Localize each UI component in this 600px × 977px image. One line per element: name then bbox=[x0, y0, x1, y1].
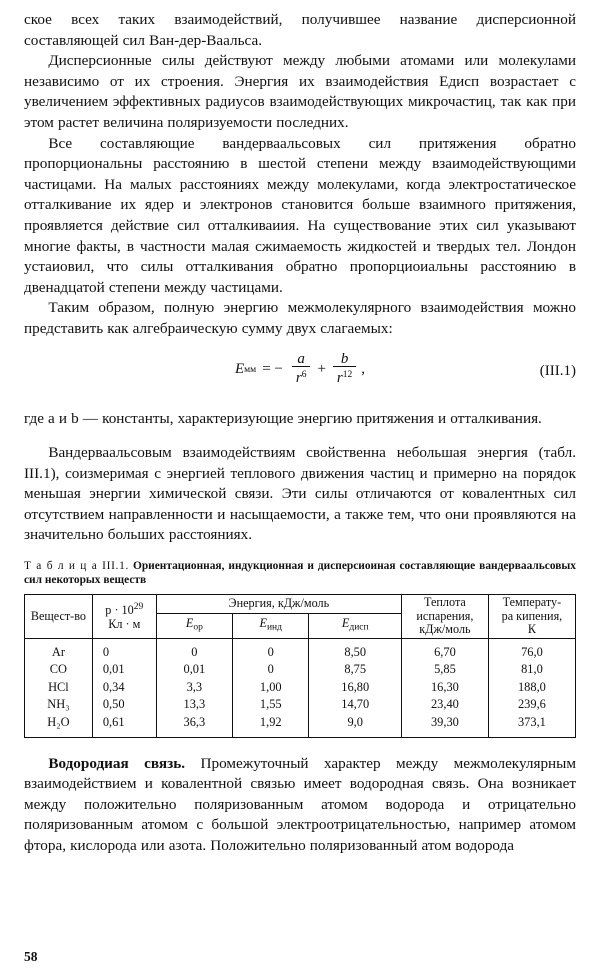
cell-e-or: 3,3 bbox=[156, 679, 232, 697]
header-dipole-moment: $p \cdot 10^{29}$ Кл · м bbox=[92, 595, 156, 639]
formula-frac2-denominator: $r^{12}$ bbox=[333, 366, 356, 386]
cell-temp: 188,0 bbox=[488, 679, 575, 697]
cell-temp: 81,0 bbox=[488, 661, 575, 679]
formula-block bbox=[24, 350, 576, 397]
paragraph-5: где a и b — константы, характеризующие энергию притяжения и отталкивания. bbox=[24, 409, 542, 427]
cell-e-disp: 9,0 bbox=[309, 714, 402, 737]
cell-e-ind: 0 bbox=[233, 661, 309, 679]
formula-frac2-numerator: b bbox=[340, 350, 349, 367]
paragraph-7 bbox=[24, 754, 576, 857]
header-boiling-point: Температу- ра кипения, К bbox=[488, 595, 575, 639]
cell-heat: 39,30 bbox=[402, 714, 489, 737]
cell-heat: 23,40 bbox=[402, 696, 489, 714]
cell-e-disp: 14,70 bbox=[309, 696, 402, 714]
cell-e-ind: 1,00 bbox=[233, 679, 309, 697]
page-content bbox=[24, 10, 576, 857]
cell-substance: Ar bbox=[25, 638, 93, 661]
table-row bbox=[25, 638, 576, 661]
paragraph-1: ское всех таких взаимодействий, получившее название дисперсионной составляющей сил Ван-дер-Ваальса. bbox=[24, 11, 576, 49]
formula-expression bbox=[234, 350, 366, 387]
table-head bbox=[25, 595, 576, 639]
table-caption-label: Т а б л и ц а III.1. bbox=[24, 560, 129, 573]
cell-dipole: 0,34 bbox=[92, 679, 156, 697]
cell-dipole: 0,61 bbox=[92, 714, 156, 737]
table-row bbox=[25, 661, 576, 679]
cell-substance: NH₃ bbox=[25, 696, 93, 714]
cell-dipole: 0,01 bbox=[92, 661, 156, 679]
paragraph-3: Все составляющие вандерваальсовых сил притяжения обратно пропорциональны расстоянию в шестой степени между взаимодействующими частицами. На малых расстояниях между молекулами, когда электростатическое отталкивание их ядер и электронов становится больше взаимного притяжения, проявляется действие сил отталкиваиия. На существование этих сил указывают многие факты, в частности малая сжимаемость жидкостей и твердых тел. Лондон устаиовил, что силы отталкивания обратно пропорциоиальны расстоянию в двенадцатой степени между частицами. bbox=[24, 134, 576, 296]
formula-frac1-denominator: $r^6$ bbox=[292, 366, 311, 386]
formula-number: (III.1) bbox=[539, 362, 576, 379]
formula-plus: + bbox=[317, 361, 326, 378]
page-number: 58 bbox=[24, 949, 38, 964]
header-e-disp: $E_{дисп}$ bbox=[309, 614, 402, 638]
table-row bbox=[25, 714, 576, 737]
cell-dipole: 0,50 bbox=[92, 696, 156, 714]
formula-tail: , bbox=[361, 361, 366, 378]
table-row bbox=[25, 679, 576, 697]
header-heat-of-vaporization: Теплота испарения, кДж/моль bbox=[402, 595, 489, 639]
cell-e-ind: 1,92 bbox=[233, 714, 309, 737]
table-caption bbox=[24, 559, 576, 587]
cell-substance: CO bbox=[25, 661, 93, 679]
cell-dipole: 0 bbox=[92, 638, 156, 661]
formula-lhs: E bbox=[234, 361, 245, 378]
paragraph-7-heading: Водородиая связь. bbox=[48, 754, 186, 772]
paragraph-6: Вандерваальсовым взаимодействиям свойственна небольшая энергия (табл. III.1), соизмеримая с энергией теплового движения частиц и примерно на порядок меньшая энергии химической связи. Эти силы отличаются от ковалентных сил отсутствием направленности и насыщаемости, а также тем, что они проявляются на значительно больших расстояниях. bbox=[24, 444, 576, 544]
cell-e-ind: 0 bbox=[233, 638, 309, 661]
table-wrapper bbox=[24, 594, 576, 737]
paragraph-4: Таким образом, полную энергию межмолекулярного взаимодействия можно представить как алгебраическую сумму двух слагаемых: bbox=[24, 299, 576, 337]
formula-frac1-numerator: a bbox=[297, 350, 305, 367]
cell-heat: 5,85 bbox=[402, 661, 489, 679]
formula-fraction-2 bbox=[333, 352, 356, 386]
header-e-ind: $E_{инд}$ bbox=[233, 614, 309, 638]
cell-e-disp: 16,80 bbox=[309, 679, 402, 697]
cell-e-or: 0 bbox=[156, 638, 232, 661]
vdw-forces-table bbox=[24, 594, 576, 736]
cell-substance: H₂O bbox=[25, 714, 93, 737]
table-row bbox=[25, 696, 576, 714]
formula-fraction-1 bbox=[292, 352, 311, 386]
cell-e-disp: 8,75 bbox=[309, 661, 402, 679]
cell-e-or: 0,01 bbox=[156, 661, 232, 679]
paragraph-2: Дисперсионные силы действуют между любыми атомами или молекулами независимо от их строения. Энергия их взаимодействия Eдисп возрастает с увеличением эффективных радиусов взаимодействующих микрочастиц, так как при этом растет величина поляризуемости последних. bbox=[24, 52, 576, 131]
header-substance: Вещест-во bbox=[25, 595, 93, 639]
cell-substance: HCl bbox=[25, 679, 93, 697]
cell-temp: 239,6 bbox=[488, 696, 575, 714]
header-e-or: $E_{ор}$ bbox=[156, 614, 232, 638]
formula-equals: = − bbox=[262, 361, 283, 378]
cell-heat: 6,70 bbox=[402, 638, 489, 661]
table-header-row-1 bbox=[25, 595, 576, 614]
cell-e-ind: 1,55 bbox=[233, 696, 309, 714]
cell-temp: 373,1 bbox=[488, 714, 575, 737]
cell-heat: 16,30 bbox=[402, 679, 489, 697]
paragraph-7-text: Промежуточный характер между межмолекулярным взаимодействием и ковалентной связью имеет водородная связь. Она возникает между положительно поляризованным атомом водорода и отрицательно поляризованным атомом с большой электроотрицательностью, например атомом фтора, кислорода или азота. Положительно поляризованный атом водорода bbox=[24, 754, 577, 854]
cell-temp: 76,0 bbox=[488, 638, 575, 661]
table-body bbox=[25, 638, 576, 736]
header-energy-group: Энергия, кДж/моль bbox=[156, 595, 401, 614]
formula-lhs-subscript: мм bbox=[244, 364, 257, 375]
cell-e-or: 13,3 bbox=[156, 696, 232, 714]
table-caption-text: Ориентационная, индукционная и дисперсиоиная составляющие вандерваальсовых сил некоторых веществ bbox=[24, 560, 577, 587]
cell-e-disp: 8,50 bbox=[309, 638, 402, 661]
cell-e-or: 36,3 bbox=[156, 714, 232, 737]
